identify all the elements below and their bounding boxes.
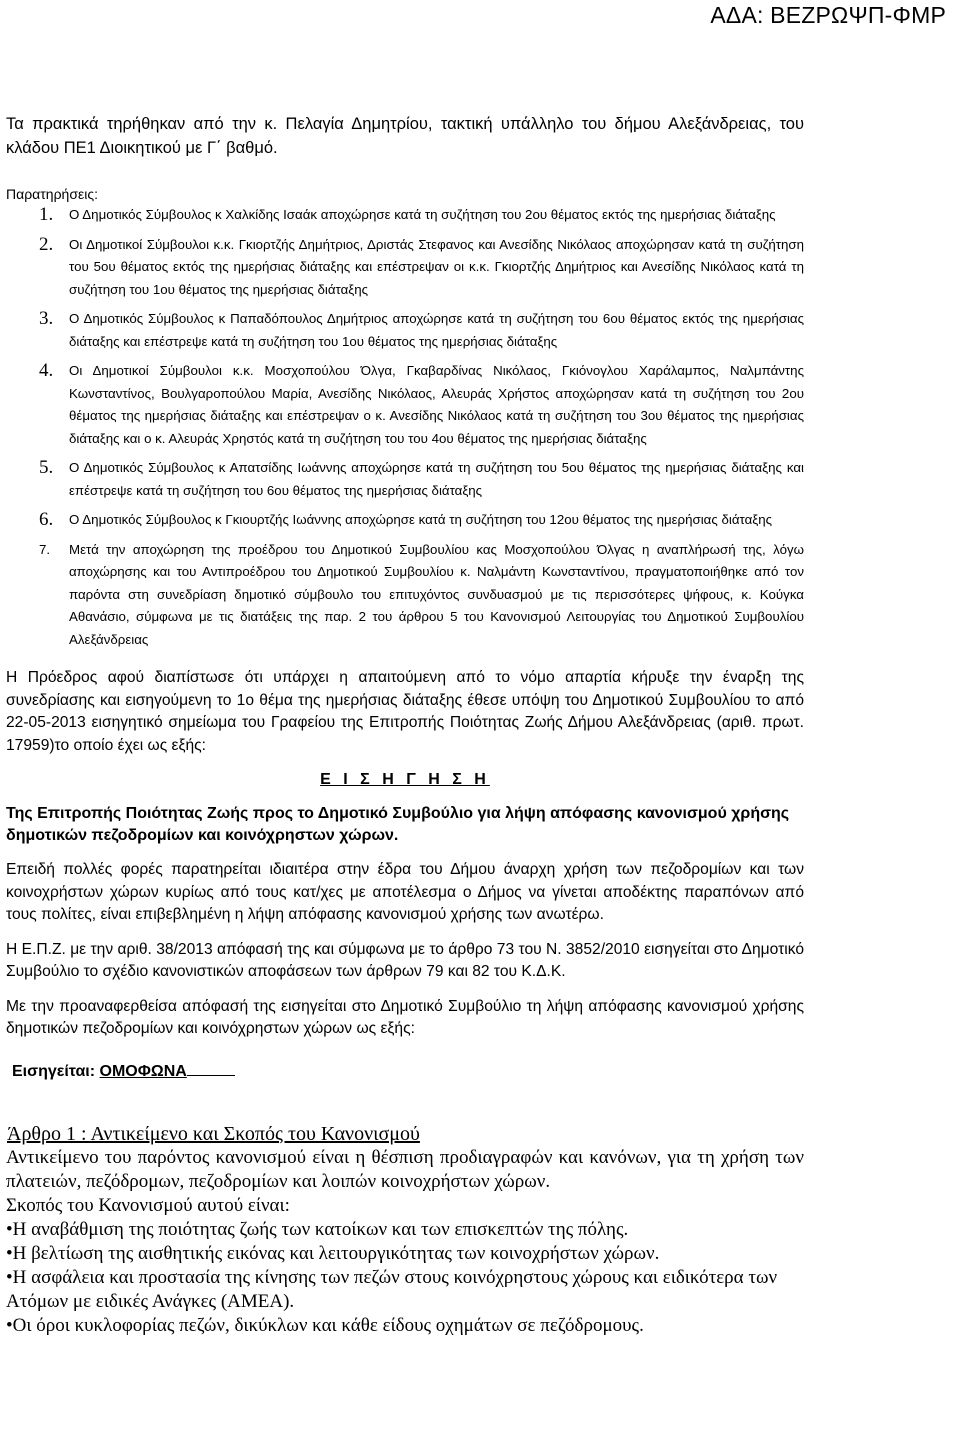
purpose-item: •Η ασφάλεια και προστασία της κίνησης των πεζών στους κοινόχρηστους χώρους και ειδικότερα των Ατόμων με ειδικές Ανάγκες (ΑΜΕΑ). — [6, 1266, 778, 1312]
document-body — [6, 112, 804, 1338]
observation-item — [6, 509, 804, 532]
observation-number: 5. — [39, 457, 54, 478]
rapporteur-label: Εισηγείται: — [12, 1062, 96, 1080]
proposal-heading: Ε Ι Σ Η Γ Η Σ Η — [320, 771, 490, 788]
observation-item — [6, 539, 804, 652]
observation-item — [6, 204, 804, 227]
article-text: Αντικείμενο του παρόντος κανονισμού είναι η θέσπιση προδιαγραφών και κανόνων, για τη χρήση των πλατειών, πεζόδρομων, πεζοδρομίων και λοιπών κοινοχρήστων χώρων. — [6, 1146, 804, 1192]
purpose-item: •Η αναβάθμιση της ποιότητας ζωής των κατοίκων και των επισκεπτών της πόλης. — [6, 1218, 629, 1240]
purpose-intro: Σκοπός του Κανονισμού αυτού είναι: — [6, 1194, 290, 1216]
president-paragraph: Η Πρόεδρος αφού διαπίστωσε ότι υπάρχει η απαιτούμενη από το νόμο απαρτία κήρυξε την έναρξη της συνεδρίασης και εισηγούμενη το 1ο θέμα της ημερήσιας διάταξης έθεσε υπόψη του Δημοτικού Συμβουλίου το από 22-05-2013 εισηγητικό σημείωμα του Γραφείου της Επιτροπής Ποιότητας Ζωής Δήμου Αλεξάνδρειας (αριθ. πρωτ. 17959)το οποίο έχει ως εξής: — [6, 669, 804, 754]
observation-item — [6, 457, 804, 502]
rapporteur-line — [6, 1063, 804, 1081]
committee-decision-paragraph: Η Ε.Π.Ζ. με την αριθ. 38/2013 απόφασή της και σύμφωνα με το άρθρο 73 του Ν. 3852/2010 εισηγείται στο Δημοτικό Συμβούλιο το σχέδιο κανονιστικών αποφάσεων των άρθρων 79 και 82 του Κ.Δ.Κ. — [6, 940, 804, 980]
observations-title: Παρατηρήσεις: — [6, 186, 98, 202]
proposal-paragraph: Με την προαναφερθείσα απόφασή της εισηγείται στο Δημοτικό Συμβούλιο τη λήψη απόφασης κανονισμού χρήσης δημοτικών πεζοδρομίων και κοινόχρηστων χώρων ως εξής: — [6, 997, 804, 1037]
article-title: Άρθρο 1 : Αντικείμενο και Σκοπός του Κανονισμού — [7, 1122, 420, 1145]
observation-item — [6, 234, 804, 302]
proposal-title: Της Επιτροπής Ποιότητας Ζωής προς το Δημοτικό Συμβούλιο για λήψη απόφασης κανονισμού χρήσης δημοτικών πεζοδρομίων και κοινόχρηστων χώρων. — [6, 805, 790, 844]
observation-number: 4. — [39, 360, 54, 381]
observation-number: 3. — [39, 308, 54, 329]
observation-number: 2. — [39, 233, 54, 255]
observation-text: Οι Δημοτικοί Σύμβουλοι κ.κ. Μοσχοπούλου Όλγα, Γκαβαρδίνας Νικόλαος, Γκιόνογλου Χαράλαμπος, Ναλμπάντης Κωνσταντίνος, Βουλγαροπούλου Μαρία, Ανεσίδης Νικόλαος, Αλευράς Χρήστος αποχώρησαν κατά τη συζήτηση του 2ου θέματος της ημερήσιας διάταξης και επέστρεψαν ο κ. Ανεσίδης Νικόλαος κατά τη συζήτηση του 3ου θέματος της ημερήσιας διάταξης και ο κ. Αλευράς Χρηστός κατά τη συζήτηση του του 4ου θέματος της ημερήσιας διάταξης — [69, 363, 804, 446]
observation-item — [6, 308, 804, 353]
observation-item — [6, 360, 804, 450]
observation-text: Μετά την αποχώρηση της προέδρου του Δημοτικού Συμβουλίου κας Μοσχοπούλου Όλγας η αναπλήρωσή της, λόγω αποχώρησης και του Αντιπροέδρου του Δημοτικού Συμβουλίου κ. Ναλμάντη Κωνσταντίνου, πραγματοποιήθηκε από τον παρόντα στη συνεδρίαση δημοτικό σύμβουλο του επιτυχόντος συνδυασμού με τις περισσότερες ψήφους, κ. Κούγκα Αθανάσιο, σύμφωνα με τις διατάξεις της παρ. 2 του άρθρου 5 του Κανονισμού Λειτουργίας του Δημοτικού Συμβουλίου Αλεξάνδρειας — [69, 541, 804, 647]
observations-list — [6, 204, 804, 651]
ada-code: ΑΔΑ: ΒΕΖΡΩΨΠ-ΦΜΡ — [710, 2, 946, 28]
observation-text: Οι Δημοτικοί Σύμβουλοι κ.κ. Γκιορτζής Δημήτριος, Δριστάς Στεφανος και Ανεσίδης Νικόλαος αποχώρησαν κατά τη συζήτηση του 5ου θέματος εκτός της ημερήσιας διάταξης και επέστρεψαν οι κ.κ. Γκιορτζής Δημήτριος και Ανεσίδης Νικόλαος κατά τη συζήτηση του 1ου θέματος της ημερήσιας διάταξης — [69, 236, 804, 297]
reason-paragraph: Επειδή πολλές φορές παρατηρείται ιδιαιτέρα στην έδρα του Δήμου άναρχη χρήση των πεζοδρομίων και των κοινοχρήστων χώρων κυρίως από τους κατ/χες με αποτέλεσμα ο Δήμος να γίνεται αποδέκτης παραπόνων από τους πολίτες, είναι επιβεβλημένη η λήψη απόφασης κανονισμού χρήσης των ανωτέρω. — [6, 861, 804, 923]
observation-text: Ο Δημοτικός Σύμβουλος κ Χαλκίδης Ισαάκ αποχώρησε κατά τη συζήτηση του 2ου θέματος εκτός της ημερήσιας διάταξης — [69, 207, 776, 222]
purpose-item: •Οι όροι κυκλοφορίας πεζών, δικύκλων και κάθε είδους οχημάτων σε πεζόδρομους. — [6, 1314, 644, 1336]
purpose-item: •Η βελτίωση της αισθητικής εικόνας και λειτουργικότητας των κοινοχρήστων χώρων. — [6, 1242, 660, 1264]
observation-text: Ο Δημοτικός Σύμβουλος κ Απατσίδης Ιωάννης αποχώρησε κατά τη συζήτηση του 5ου θέματος της ημερήσιας διάταξης και επέστρεψε κατά τη συζήτηση του 6ου θέματος της ημερήσιας διάταξης — [69, 460, 804, 498]
minutes-keeper-paragraph: Τα πρακτικά τηρήθηκαν από την κ. Πελαγία Δημητρίου, τακτική υπάλληλο του δήμου Αλεξάνδρειας, του κλάδου ΠΕ1 Διοικητικού με Γ΄ βαθμό. — [6, 115, 804, 157]
observation-number: 1. — [39, 204, 54, 225]
observation-number: 7. — [39, 541, 51, 557]
observation-text: Ο Δημοτικός Σύμβουλος κ Γκιουρτζής Ιωάννης αποχώρησε κατά τη συζήτηση του 12ου θέματος της ημερήσιας διάταξης — [69, 512, 773, 527]
observation-number: 6. — [39, 509, 54, 530]
rapporteur-underline — [187, 1075, 235, 1076]
observation-text: Ο Δημοτικός Σύμβουλος κ Παπαδόπουλος Δημήτριος αποχώρησε κατά τη συζήτηση του 6ου θέματος εκτός της ημερήσιας διάταξης και επέστρεψε κατά τη συζήτηση του 1ου θέματος της ημερήσιας διάταξης — [69, 311, 804, 349]
rapporteur-value: ΟΜΟΦΩΝΑ — [99, 1062, 187, 1080]
